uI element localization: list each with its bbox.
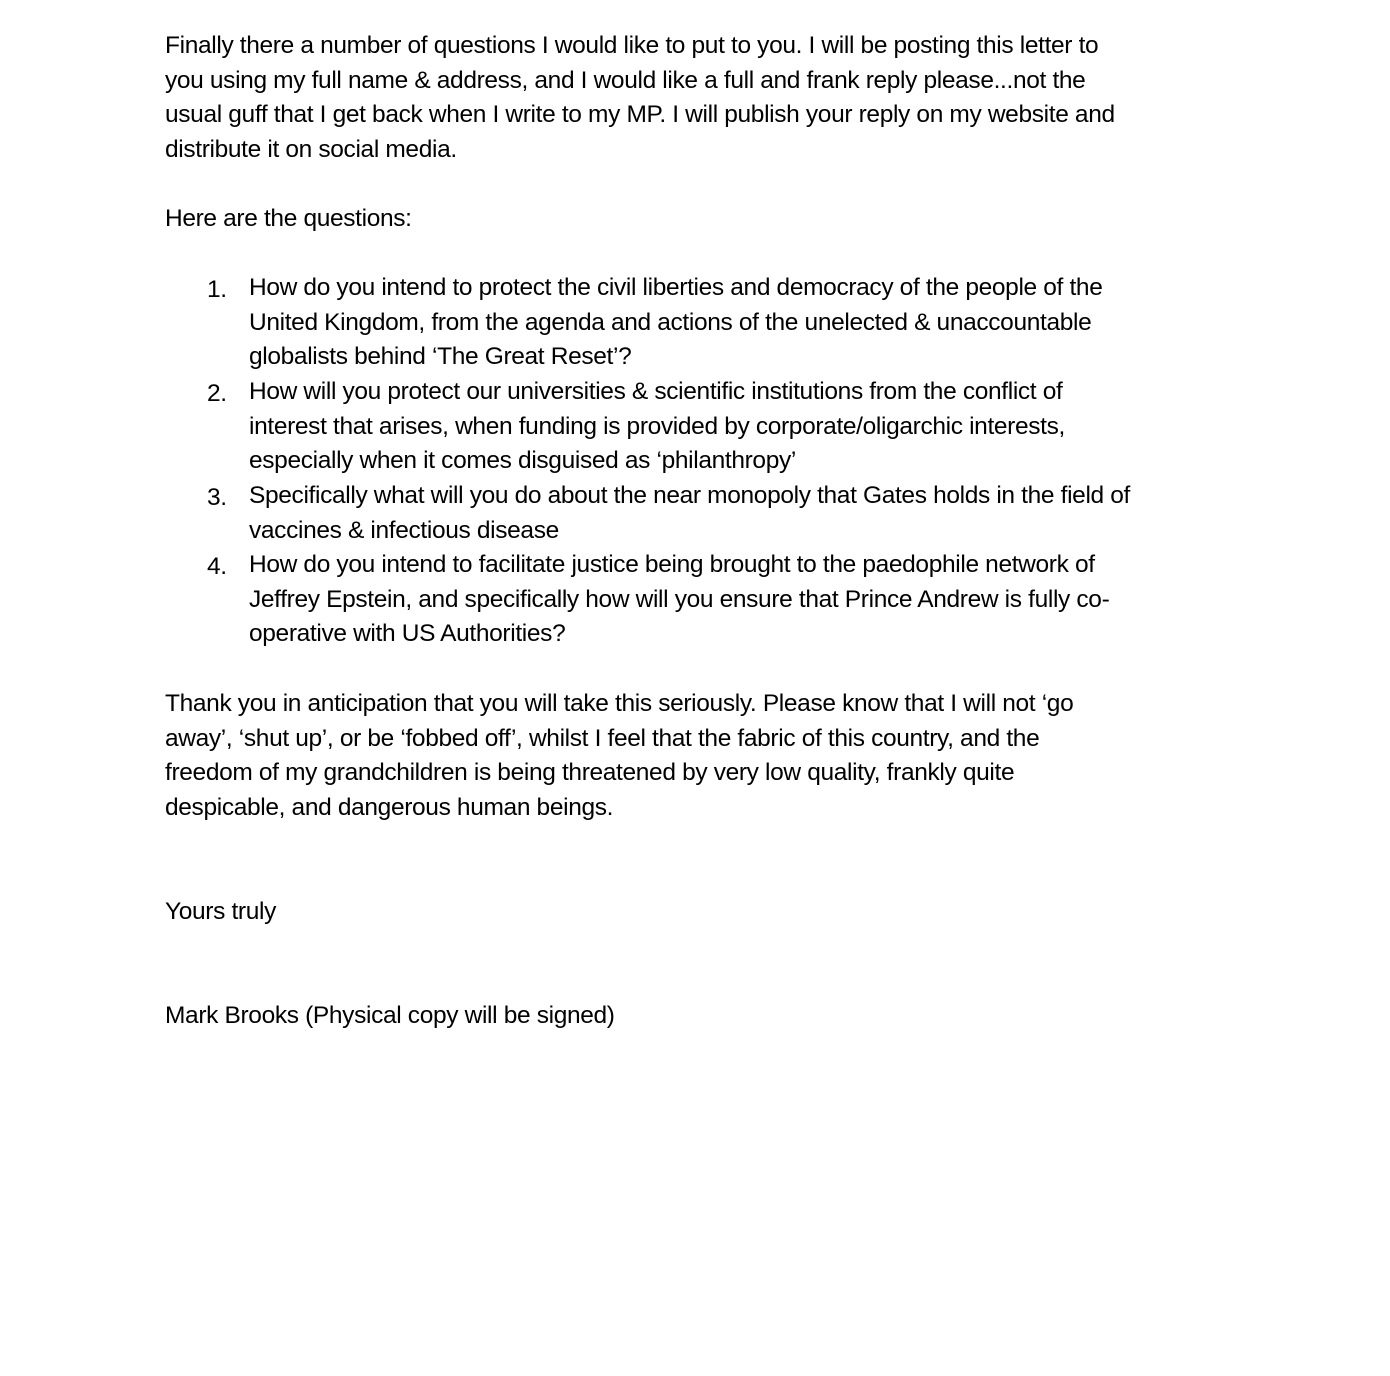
question-line: globalists behind ‘The Great Reset’? (249, 343, 632, 370)
intro-line: you using my full name & address, and I would like a full and frank reply please...not the (165, 66, 1086, 94)
question-line: Jeffrey Epstein, and specifically how will you ensure that Prince Andrew is fully co- (249, 585, 1110, 613)
question-text (249, 550, 1109, 654)
question-text (249, 377, 1065, 481)
question-number: 3. (207, 484, 227, 511)
intro-line: Finally there a number of questions I would like to put to you. I will be posting this letter to (165, 32, 1099, 59)
question-line: especially when it comes disguised as ‘philanthropy’ (249, 447, 796, 474)
question-text (249, 481, 1130, 550)
question-number: 1. (207, 276, 227, 303)
sign-off-block (165, 897, 276, 932)
question-number: 4. (207, 553, 227, 580)
closing-line: Thank you in anticipation that you will take this seriously. Please know that I will not ‘go (165, 690, 1074, 717)
signature-block (165, 1001, 615, 1036)
question-line: How do you intend to protect the civil liberties and democracy of the people of the (249, 274, 1103, 301)
signature: Mark Brooks (Physical copy will be signed) (165, 1002, 615, 1029)
question-line: How will you protect our universities & scientific institutions from the conflict of (249, 378, 1063, 405)
closing-line: away’, ‘shut up’, or be ‘fobbed off’, whilst I feel that the fabric of this country, and the (165, 724, 1040, 752)
question-text (249, 273, 1102, 377)
questions-intro-block (165, 204, 412, 239)
questions-intro: Here are the questions: (165, 205, 412, 232)
question-number: 2. (207, 380, 227, 407)
intro-line: distribute it on social media. (165, 135, 457, 163)
question-line: How do you intend to facilitate justice being brought to the paedophile network of (249, 551, 1095, 578)
closing-line: freedom of my grandchildren is being threatened by very low quality, frankly quite (165, 759, 1015, 786)
question-line: United Kingdom, from the agenda and actions of the unelected & unaccountable (249, 308, 1092, 336)
intro-paragraph (165, 31, 1115, 169)
question-line: operative with US Authorities? (249, 620, 566, 647)
closing-paragraph (165, 689, 1073, 827)
intro-line: usual guff that I get back when I write to my MP. I will publish your reply on my website and (165, 101, 1115, 128)
question-line: vaccines & infectious disease (249, 516, 559, 544)
closing-line: despicable, and dangerous human beings. (165, 793, 614, 821)
sign-off: Yours truly (165, 898, 276, 925)
question-line: interest that arises, when funding is provided by corporate/oligarchic interests, (249, 412, 1065, 440)
question-line: Specifically what will you do about the near monopoly that Gates holds in the field of (249, 482, 1131, 509)
